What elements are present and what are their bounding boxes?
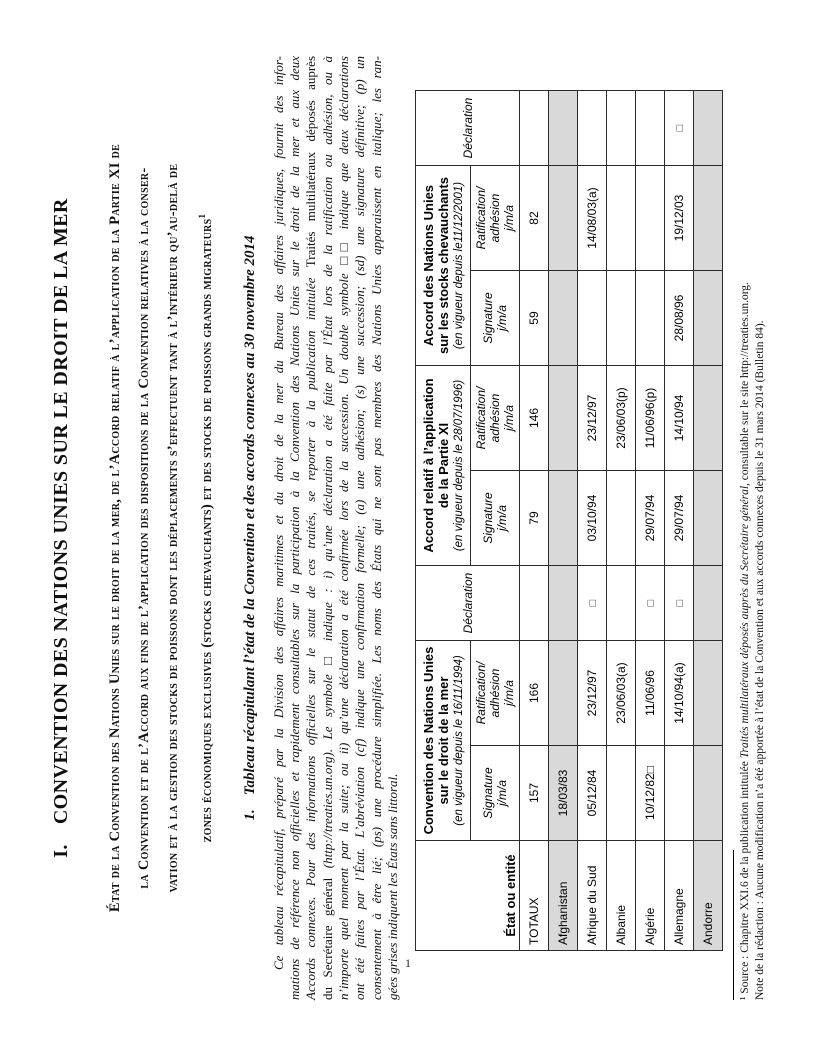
date-cell xyxy=(578,271,607,366)
date-cell: 14/10/94 xyxy=(665,366,694,471)
date-cell: 23/12/97 xyxy=(578,366,607,471)
date-cell: 23/12/97 xyxy=(578,641,607,746)
date-cell: 28/08/96 xyxy=(665,271,694,366)
paragraph-line: gées grises indiquent les États sans littoral. xyxy=(384,773,400,1000)
date-cell: 157 xyxy=(520,746,549,841)
date-cell xyxy=(520,91,549,166)
table-group-header-row xyxy=(416,91,471,951)
group-header-fish-stocks: Accord des Nations Unies sur les stocks chevauchants (en vigueur depuis le11/12/2001) xyxy=(416,166,471,366)
declaration-icon: □ xyxy=(587,599,600,607)
footnote-source: ¹ Source : Chapitre XXI.6 de la publication intitulée Traités multilatéraux déposés auprès du Secrétaire général, consultable sur le site http://treaties.un.org. xyxy=(739,282,752,1000)
table-row xyxy=(578,91,607,951)
date-cell: 29/07/94 xyxy=(665,471,694,566)
date-cell xyxy=(636,566,665,641)
date-cell xyxy=(694,91,723,166)
section-subtitle xyxy=(242,56,259,1000)
page-number: 1 xyxy=(405,956,411,970)
paragraph-line: Ce tableau récapitulatif, préparé par la Division des affaires maritimes et du droit de la mer du Bureau des affaires juridiques, fournit des infor- xyxy=(270,56,286,970)
date-cell xyxy=(549,91,578,166)
date-cell: 146 xyxy=(520,366,549,471)
state-name-cell: Algérie xyxy=(636,841,665,951)
date-cell: 59 xyxy=(520,271,549,366)
column-header-state: État ou entité xyxy=(416,841,520,951)
date-cell: 82 xyxy=(520,166,549,271)
date-cell xyxy=(694,746,723,841)
heading-line: la Convention et de l’Accord aux fins de l’application des dispositions de la Convention relatives à la conser- xyxy=(136,167,152,889)
footnote xyxy=(733,56,768,1000)
date-cell xyxy=(549,641,578,746)
date-cell xyxy=(549,271,578,366)
date-cell: 166 xyxy=(520,641,549,746)
date-cell: 23/06/03(p) xyxy=(607,366,636,471)
table-row xyxy=(520,91,549,951)
state-name-cell: TOTAUX xyxy=(520,841,549,951)
page-title xyxy=(50,56,73,1000)
table-subheader-row xyxy=(471,91,520,951)
date-cell xyxy=(694,641,723,746)
declaration-icon: □ xyxy=(674,599,687,607)
date-cell: 14/08/03(a) xyxy=(578,166,607,271)
column-header-ratification: Ratification/ adhésion j/m/a xyxy=(471,366,520,471)
date-cell xyxy=(665,566,694,641)
date-cell xyxy=(636,91,665,166)
subtitle-text: Tableau récapitulant l’état de la Convention et des accords connexes au 30 novembre 2014 xyxy=(241,235,258,796)
table-row xyxy=(607,91,636,951)
status-heading xyxy=(101,56,222,1000)
date-cell xyxy=(694,271,723,366)
state-name-cell: Andorre xyxy=(694,841,723,951)
date-cell: 05/12/84 xyxy=(578,746,607,841)
state-name-cell: Allemagne xyxy=(665,841,694,951)
table-row xyxy=(694,91,723,951)
footnote-separator xyxy=(733,850,734,1000)
paragraph-line: du Secrétaire général (http://treaties.un.org). Le symbole □ indique : i) qu’une déclaration a été faite par l’État lors de la ratification ou adhésion, ou à xyxy=(319,55,335,1000)
column-header-declaration-stocks: Déclaration xyxy=(416,91,520,166)
heading-line: zones économiques exclusives (stocks chevauchants) et des stocks de poissons grands migrateurs$^1$ xyxy=(197,213,215,843)
declaration-icon: □ xyxy=(674,124,687,132)
date-cell xyxy=(607,746,636,841)
state-name-cell: Afrique du Sud xyxy=(578,841,607,951)
table-row xyxy=(636,91,665,951)
table-row xyxy=(549,91,578,951)
treaty-status-table xyxy=(415,90,723,951)
content-area xyxy=(0,56,768,1000)
date-cell: 11/06/96(p) xyxy=(636,366,665,471)
title-text: CONVENTION DES NATIONS UNIES SUR LE DROIT DE LA MER xyxy=(50,198,72,825)
title-number: I. xyxy=(50,844,72,858)
table-row xyxy=(665,91,694,951)
date-cell: 19/12/03 xyxy=(665,166,694,271)
column-header-ratification: Ratification/ adhésion j/m/a xyxy=(471,166,520,271)
date-cell xyxy=(694,471,723,566)
heading-line: vation et à la gestion des stocks de poissons dont les déplacements s’effectuent tant à l’intérieur qu’au-delà de xyxy=(165,163,181,893)
intro-paragraph xyxy=(271,56,401,1000)
publication-title-part: Traités multilatéraux déposés auprès xyxy=(303,56,319,268)
paragraph-line: ont été faites par l’État. L’abréviation (cf) indique une confirmation formelle; (a) une adhésion; (s) une succession; (sd) une signature définitive; (p) un xyxy=(352,56,368,1000)
date-cell: 18/03/83 xyxy=(549,746,578,841)
date-cell xyxy=(578,91,607,166)
date-cell xyxy=(636,166,665,271)
subtitle-number: 1. xyxy=(241,809,258,821)
column-header-signature: Signature j/m/a xyxy=(471,746,520,841)
paragraph-line: consentement à être lié; (ps) une procédure simplifiée. Les noms des États qui ne sont pas membres des Nations Unies apparaissent en italique; les ran- xyxy=(368,56,384,1000)
date-cell xyxy=(636,271,665,366)
date-cell xyxy=(607,271,636,366)
column-header-declaration-convention: Déclaration xyxy=(416,566,520,641)
date-cell: 03/10/94 xyxy=(578,471,607,566)
paragraph-line: n’importe quel moment par la suite; ou ii) qu’une déclaration a été confirmée lors de la succession. Un double symbole □□ indique que deux déclarations xyxy=(336,56,352,1000)
state-name-cell: Afghanistan xyxy=(549,841,578,951)
group-header-part-xi: Accord relatif à l’application de la Partie XI (en vigueur depuis le 28/07/1996) xyxy=(416,366,471,566)
date-cell xyxy=(694,566,723,641)
date-cell xyxy=(694,366,723,471)
date-cell xyxy=(607,166,636,271)
date-cell: 29/07/94 xyxy=(636,471,665,566)
publication-title: Traités multilatéraux déposés auprès du Secrétaire général xyxy=(739,485,752,759)
date-cell xyxy=(578,566,607,641)
column-header-signature: Signature j/m/a xyxy=(471,471,520,566)
declaration-icon: □ xyxy=(645,599,658,607)
date-cell xyxy=(665,746,694,841)
date-cell xyxy=(549,166,578,271)
paragraph-line: Accords connexes. Pour des informations officielles sur le statut de ces traités, se reporter à la publication intitulée Traités multilatéraux déposés auprès xyxy=(303,56,319,1000)
date-cell xyxy=(549,566,578,641)
date-cell xyxy=(549,471,578,566)
in-force-date: (en vigueur depuis le 16/11/1994) xyxy=(452,655,465,826)
date-cell: 10/12/82□ xyxy=(636,746,665,841)
column-header-ratification: Ratification/ adhésion j/m/a xyxy=(471,641,520,746)
publication-title-part: du Secrétaire général xyxy=(319,877,335,1000)
date-cell: 11/06/96 xyxy=(636,641,665,746)
date-cell: 14/10/94(a) xyxy=(665,641,694,746)
in-force-date: (en vigueur depuis le 28/07/1996) xyxy=(452,379,465,552)
footnote-reference: 1 xyxy=(197,213,207,219)
date-cell xyxy=(607,471,636,566)
date-cell: 79 xyxy=(520,471,549,566)
group-header-convention: Convention des Nations Unies sur le droit de la mer (en vigueur depuis le 16/11/1994) xyxy=(416,641,471,841)
date-cell xyxy=(549,366,578,471)
state-name-cell: Albanie xyxy=(607,841,636,951)
in-force-date: (en vigueur depuis le11/12/2001) xyxy=(452,181,465,350)
date-cell xyxy=(607,91,636,166)
date-cell xyxy=(607,566,636,641)
table-body xyxy=(520,91,723,951)
date-cell xyxy=(694,166,723,271)
date-cell: 23/06/03(a) xyxy=(607,641,636,746)
column-header-signature: Signature j/m/a xyxy=(471,271,520,366)
heading-line: État de la Convention des Nations Unies sur le droit de la mer, de l’Accord relatif à l’application de la Partie XI de xyxy=(107,143,123,913)
paragraph-line: mations de référence non officielles et rapidement consultables sur la participation à la Convention des Nations Unies sur le droit de la mer et aux deux xyxy=(287,56,303,1000)
footnote-editor-note: Note de la rédaction : Aucune modification n’a été apportée à l’état de la Convention et aux accords connexes depuis le 31 mars 2014 (Bulletin 84). xyxy=(754,320,767,1000)
date-cell xyxy=(520,566,549,641)
date-cell xyxy=(665,91,694,166)
